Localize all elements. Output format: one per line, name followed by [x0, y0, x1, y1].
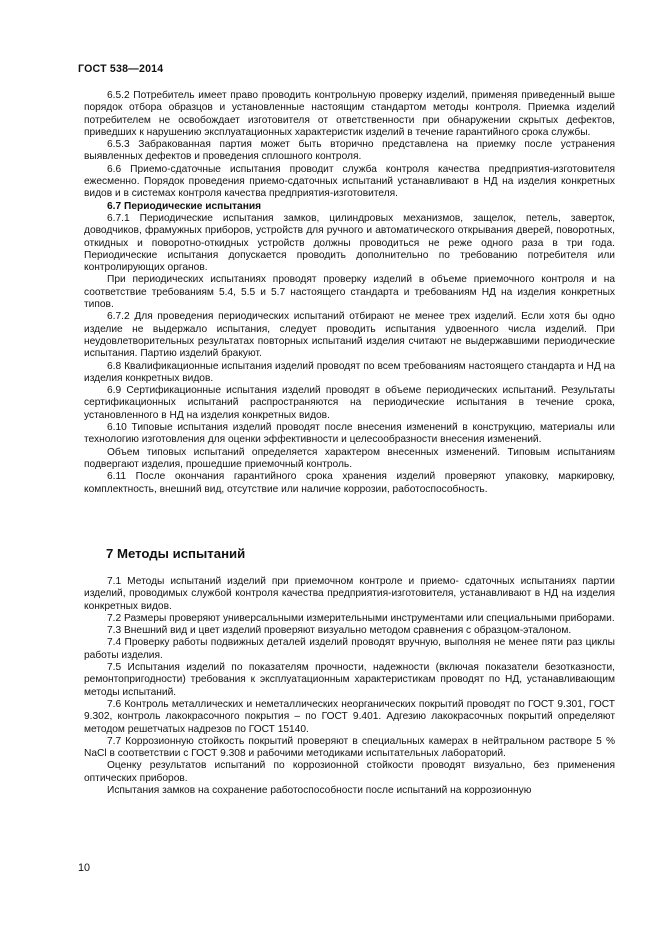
paragraph-6-9: 6.9 Сертификационные испытания изделий проводят в объеме периодических испытаний. Результаты сертификационных испытаний распространяются на периодические испытания в течение срока, установленного в НД на изделия конкретных видов. — [84, 385, 615, 421]
paragraph-6-10: 6.10 Типовые испытания изделий проводят после внесения изменений в конструкцию, материалы или технологию изготовления для оценки эффективности и целесообразности внесения изменений. — [84, 422, 615, 446]
document-header: ГОСТ 538—2014 — [78, 63, 164, 75]
paragraph-6-6: 6.6 Приемо-сдаточные испытания проводит служба контроля качества предприятия-изготовителя ежесменно. Порядок проведения приемо-сдаточных испытаний устанавливают в НД на изделия конкретных видов и в системах контроля качества предприятия-изготовителя. — [84, 163, 615, 200]
paragraph-7-2: 7.2 Размеры проверяют универсальными измерительными инструментами или специальными приборами. — [107, 612, 615, 624]
section-6-text — [84, 90, 615, 496]
subsection-heading-6-7: 6.7 Периодические испытания — [107, 200, 262, 212]
paragraph-6-7-1-cont: При периодических испытаниях проводят проверку изделий в объеме приемочного контроля и на соответствие требованиям 5.4, 5.5 и 5.7 настоящего стандарта и требованиям НД на изделия конкретных типов. — [84, 274, 615, 311]
paragraph-6-5-3: 6.5.3 Забракованная партия может быть вторично представлена на приемку после устранения выявленных дефектов и проведения сплошного контроля. — [84, 139, 615, 163]
paragraph-7-3: 7.3 Внешний вид и цвет изделий проверяют визуально методом сравнения с образцом-эталоном. — [107, 625, 572, 637]
paragraph-7-1: 7.1 Методы испытаний изделий при приемочном контроле и приемо- сдаточных испытаниях партии изделий, проводимых службой контроля качества предприятия-изготовителя, устанавливают в НД на изделия конкретных видов. — [84, 576, 615, 612]
section-7-text — [84, 576, 615, 797]
paragraph-7-7-cont: Оценку результатов испытаний по коррозионной стойкости проводят визуально, без применения оптических приборов. — [84, 760, 615, 784]
paragraph-6-5-2: 6.5.2 Потребитель имеет право проводить контрольную проверку изделий, применяя приведенный выше порядок отбора образцов и установленные настоящим стандартом методы контроля. Приемка изделий потребителем не освобождает изготовителя от ответственности при обнаружении скрытых дефектов, приведших к нарушению эксплуатационных характеристик изделий в течение гарантийного срока службы. — [84, 90, 615, 138]
section-7-title: 7 Методы испытаний — [106, 546, 246, 561]
paragraph-7-7: 7.7 Коррозионную стойкость покрытий проверяют в специальных камерах в нейтральном растворе 5 % NaCl в соответствии с ГОСТ 9.308 и рабочими методиками испытательных лабораторий. — [84, 735, 615, 760]
paragraph-7-6: 7.6 Контроль металлических и неметаллических неорганических покрытий проводят по ГОСТ 9.301, ГОСТ 9.302, контроль лакокрасочного покрытия – по ГОСТ 9.401. Адгезию лакокрасочных покрытий определяют методом решетчатых надрезов по ГОСТ 15140. — [84, 698, 615, 735]
page-number: 10 — [78, 862, 91, 874]
paragraph-6-8: 6.8 Квалификационные испытания изделий проводят по всем требованиям настоящего стандарта и НД на изделия конкретных видов. — [84, 360, 615, 384]
paragraph-7-4: 7.4 Проверку работы подвижных деталей изделий проводят вручную, выполняя не менее пяти раз циклы работы изделия. — [84, 637, 615, 661]
paragraph-7-5: 7.5 Испытания изделий по показателям прочности, надежности (включая показатели безотказности, ремонтопригодности) требования к эксплуатационным характеристикам проводят по НД, устанавливающим методы испытаний. — [84, 662, 615, 698]
paragraph-6-7-2: 6.7.2 Для проведения периодических испытаний отбирают не менее трех изделий. Если хотя бы одно изделие не выдержало испытания, следует проводить испытания удвоенного числа изделий. При неудовлетворительных результатах повторных испытаний изделия считают не выдержавшими периодические испытания. Партию изделий бракуют. — [84, 311, 615, 360]
paragraph-6-10-cont: Объем типовых испытаний определяется характером внесенных изменений. Типовым испытаниям подвергают изделия, прошедшие приемочный контроль. — [84, 446, 615, 470]
paragraph-7-7-cont-2: Испытания замков на сохранение работоспособности после испытаний на коррозионную — [107, 785, 532, 797]
paragraph-6-7-1: 6.7.1 Периодические испытания замков, цилиндровых механизмов, защелок, петель, заверток, доводчиков, фрамужных приборов, устройств для ручного и автоматического открывания дверей, поворотных, откидных и поворотно-откидных устройств должны проводиться не реже одного раза в три года. Периодические испытания допускается проводить дополнительно по требованию потребителя или контролирующих органов. — [84, 212, 615, 274]
paragraph-6-11: 6.11 После окончания гарантийного срока хранения изделий проверяют упаковку, маркировку, комплектность, внешний вид, отсутствие или наличие коррозии, работоспособность. — [84, 471, 615, 495]
